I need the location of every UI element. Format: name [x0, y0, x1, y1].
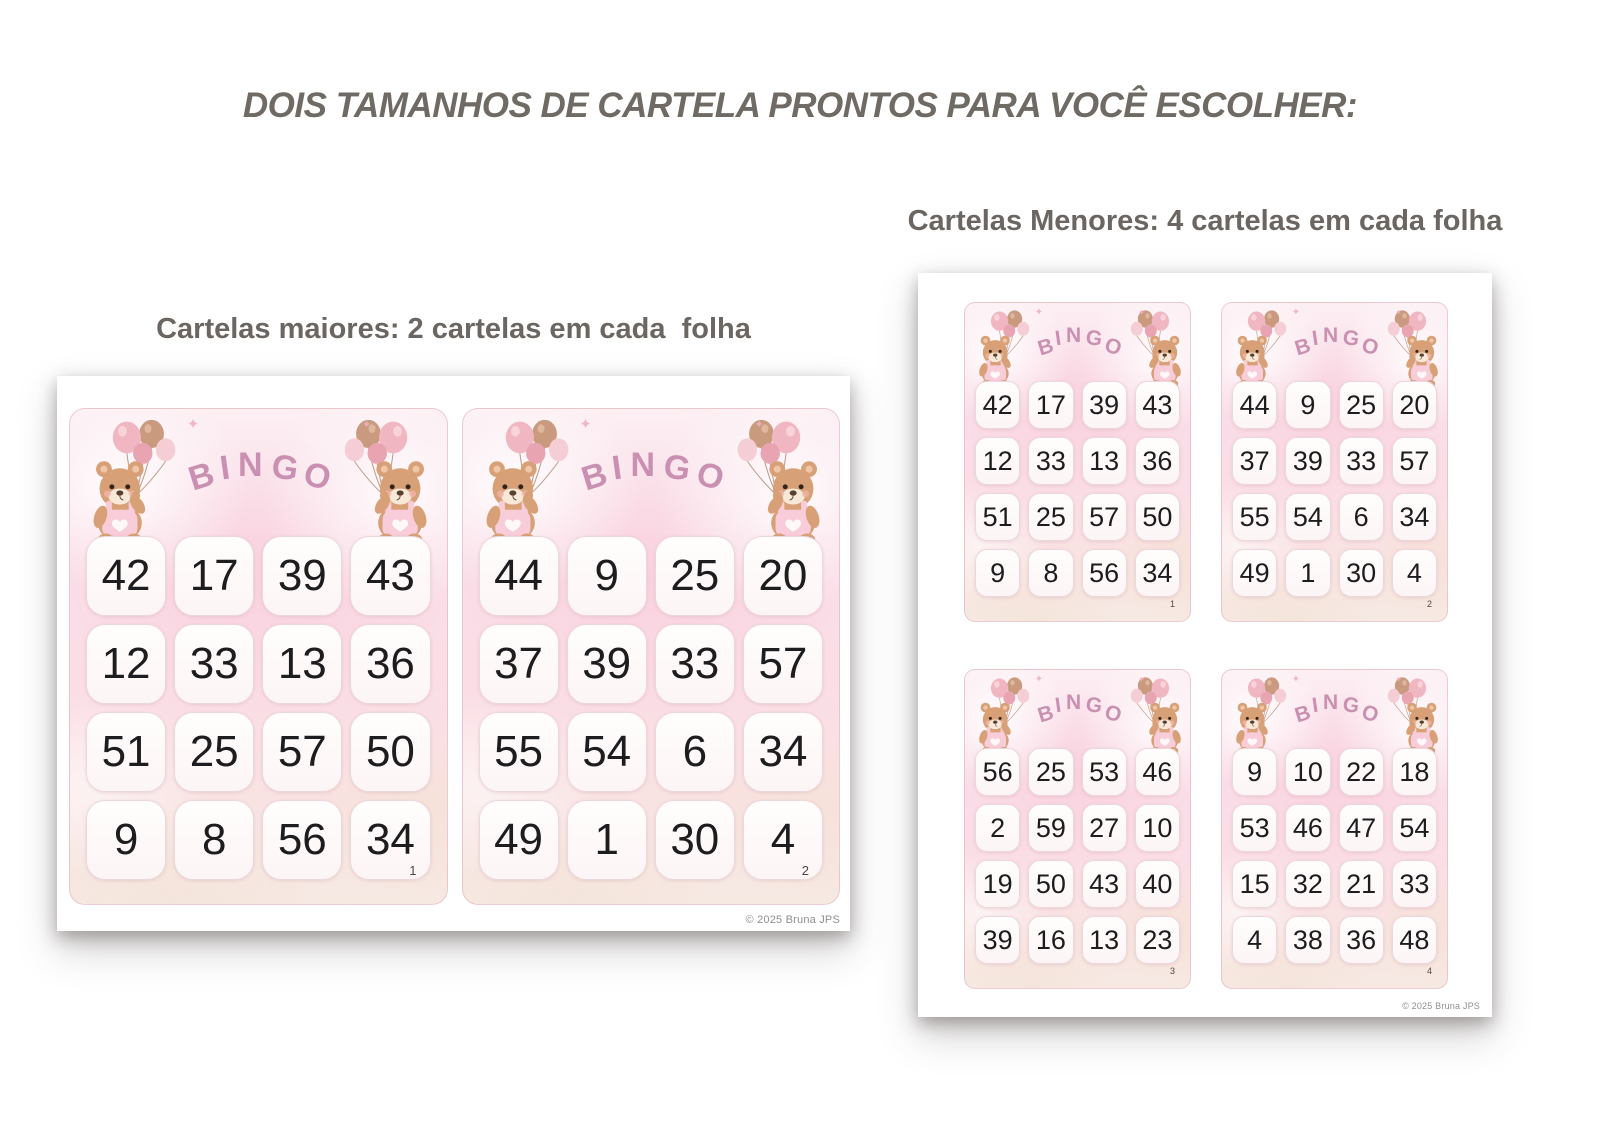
bingo-cell: 33 [1028, 437, 1073, 485]
bingo-cell: 40 [1135, 860, 1180, 908]
bingo-cell: 36 [350, 624, 430, 704]
card-sequence-number: 2 [801, 863, 809, 878]
bingo-cell: 42 [86, 536, 166, 616]
bingo-cell: 54 [1392, 804, 1437, 852]
teddy-bear-balloons-icon [1127, 305, 1191, 387]
bingo-card-header [70, 409, 447, 536]
bingo-cell: 53 [1232, 804, 1277, 852]
bingo-letter: I [609, 448, 626, 488]
bingo-cell: 39 [1082, 381, 1127, 429]
bingo-card-large-2 [462, 408, 841, 905]
bingo-cell: 39 [567, 624, 647, 704]
bingo-cell: 47 [1339, 804, 1384, 852]
bingo-letter: I [1053, 693, 1064, 718]
bingo-cell: 50 [1028, 860, 1073, 908]
bingo-cell: 30 [1339, 549, 1384, 597]
bingo-letter: ✦ B [184, 454, 220, 499]
bingo-cell: 1 [1285, 549, 1330, 597]
bingo-cell: 30 [655, 800, 735, 880]
bingo-letter: N [630, 446, 657, 484]
bingo-letter: N [1066, 324, 1083, 347]
bingo-cell: 12 [86, 624, 166, 704]
bingo-cell: 37 [1232, 437, 1277, 485]
bingo-cell: 57 [1392, 437, 1437, 485]
bingo-cell: 43 [1135, 381, 1180, 429]
bingo-cell: 4 [743, 800, 823, 880]
bingo-cell: 9 [567, 536, 647, 616]
number-grid [975, 381, 1180, 597]
bingo-cell: 20 [743, 536, 823, 616]
teddy-bear-balloons-icon [965, 305, 1033, 387]
bingo-cell: 20 [1392, 381, 1437, 429]
large-cards-heading: Cartelas maiores: 2 cartelas em cada folha [156, 313, 751, 345]
bingo-cell: 55 [479, 712, 559, 792]
bingo-cell: 25 [1028, 493, 1073, 541]
bingo-cell: 57 [262, 712, 342, 792]
teddy-bear-balloons-icon [731, 411, 840, 545]
bingo-cell: 37 [479, 624, 559, 704]
bingo-cell: 22 [1339, 748, 1384, 796]
bingo-cell: 9 [975, 549, 1020, 597]
bingo-cell: 36 [1135, 437, 1180, 485]
bingo-cell: 33 [1392, 860, 1437, 908]
bingo-cell: 51 [86, 712, 166, 792]
bingo-letter: G [1341, 325, 1362, 352]
bingo-cell: 19 [975, 860, 1020, 908]
bingo-letter: G [1084, 692, 1105, 719]
bingo-cell: 10 [1135, 804, 1180, 852]
bingo-letter: ✦ B [576, 454, 613, 499]
bingo-letter: ✦ B [1292, 700, 1315, 728]
bingo-cell: 10 [1285, 748, 1330, 796]
bingo-cell: 32 [1285, 860, 1330, 908]
bingo-cell: 4 [1392, 549, 1437, 597]
bingo-letter: N [1066, 691, 1083, 714]
bingo-cell: 43 [350, 536, 430, 616]
bingo-letter: ✦ B [1035, 700, 1058, 728]
bingo-cell: 44 [1232, 381, 1277, 429]
bingo-card-header [1222, 670, 1447, 748]
copyright-text: © 2025 Bruna JPS [745, 914, 840, 926]
bingo-cell: 44 [479, 536, 559, 616]
page-title: DOIS TAMANHOS DE CARTELA PRONTOS PARA VOCÊ ESCOLHER: [242, 86, 1358, 125]
card-sequence-number: 1 [1169, 599, 1175, 609]
bingo-letter: G [661, 447, 694, 489]
bingo-cell: 34 [1135, 549, 1180, 597]
bingo-cell: 16 [1028, 916, 1073, 964]
number-grid [479, 536, 824, 880]
bingo-cell: 39 [975, 916, 1020, 964]
bingo-letter: I [1310, 326, 1321, 351]
bingo-cell: 51 [975, 493, 1020, 541]
bingo-letter: O [691, 454, 729, 499]
card-sequence-number: 3 [1169, 966, 1175, 976]
bingo-cell: 34 [743, 712, 823, 792]
bingo-cell: 17 [1028, 381, 1073, 429]
copyright-text: © 2025 Bruna JPS [1402, 1001, 1480, 1011]
bingo-cell: 57 [1082, 493, 1127, 541]
bingo-cell: 36 [1339, 916, 1384, 964]
bingo-letter: I [1053, 326, 1064, 351]
bingo-cell: 33 [655, 624, 735, 704]
bingo-letter: I [217, 448, 233, 488]
bingo-cell: 6 [655, 712, 735, 792]
bingo-cell: 25 [1339, 381, 1384, 429]
bingo-cell: 55 [1232, 493, 1277, 541]
bingo-cell: 50 [1135, 493, 1180, 541]
bingo-cell: 42 [975, 381, 1020, 429]
bingo-cell: 56 [1082, 549, 1127, 597]
teddy-bear-balloons-icon [1222, 305, 1290, 387]
bingo-cell: 49 [1232, 549, 1277, 597]
bingo-cell: 2 [975, 804, 1020, 852]
bingo-letter: N [238, 446, 264, 484]
bingo-title-arc [182, 409, 338, 499]
bingo-card-small-2 [1221, 302, 1448, 622]
teddy-bear-balloons-icon [70, 411, 182, 545]
teddy-bear-balloons-icon [1222, 672, 1290, 754]
bingo-title-arc [575, 409, 731, 499]
bingo-card-header [965, 303, 1190, 381]
bingo-cell: 34 [1392, 493, 1437, 541]
bingo-cell: 6 [1339, 493, 1384, 541]
bingo-card-small-1 [964, 302, 1191, 622]
bingo-cell: 13 [1082, 916, 1127, 964]
teddy-bear-balloons-icon [463, 411, 575, 545]
teddy-bear-balloons-icon [965, 672, 1033, 754]
teddy-bear-balloons-icon [1384, 305, 1448, 387]
bingo-title-arc [1033, 303, 1127, 361]
bingo-letter: N [1323, 691, 1340, 714]
bingo-cell: 43 [1082, 860, 1127, 908]
bingo-cell: 53 [1082, 748, 1127, 796]
bingo-letter: I [1310, 693, 1321, 718]
bingo-card-large-1 [69, 408, 448, 905]
bingo-cell: 39 [1285, 437, 1330, 485]
bingo-cell: 21 [1339, 860, 1384, 908]
bingo-cell: 25 [655, 536, 735, 616]
bingo-cell: 17 [174, 536, 254, 616]
bingo-cell: 33 [174, 624, 254, 704]
bingo-cell: 13 [262, 624, 342, 704]
bingo-letter: ✦ B [1292, 333, 1315, 361]
bingo-cell: 9 [1232, 748, 1277, 796]
bingo-cell: 48 [1392, 916, 1437, 964]
bingo-cell: 38 [1285, 916, 1330, 964]
teddy-bear-balloons-icon [1127, 672, 1191, 754]
bingo-letter: O [1358, 333, 1382, 361]
bingo-card-header [965, 670, 1190, 748]
bingo-letter: O [1101, 700, 1125, 728]
small-cards-heading: Cartelas Menores: 4 cartelas em cada folha [907, 205, 1503, 237]
bingo-cell: 9 [86, 800, 166, 880]
teddy-bear-balloons-icon [338, 411, 447, 545]
bingo-cell: 13 [1082, 437, 1127, 485]
bingo-letter: O [1101, 333, 1125, 361]
bingo-cell: 54 [567, 712, 647, 792]
bingo-cell: 4 [1232, 916, 1277, 964]
number-grid [975, 748, 1180, 964]
sheet-4-cards-per-page [918, 273, 1492, 1017]
large-cards-container [69, 408, 840, 905]
bingo-cell: 46 [1135, 748, 1180, 796]
bingo-cell: 27 [1082, 804, 1127, 852]
number-grid [1232, 381, 1437, 597]
bingo-letter: G [1084, 325, 1105, 352]
card-sequence-number: 4 [1426, 966, 1432, 976]
bingo-cell: 8 [1028, 549, 1073, 597]
bingo-cell: 56 [975, 748, 1020, 796]
bingo-cell: 8 [174, 800, 254, 880]
number-grid [1232, 748, 1437, 964]
bingo-title-arc [1290, 303, 1384, 361]
card-sequence-number: 2 [1426, 599, 1432, 609]
bingo-cell: 50 [350, 712, 430, 792]
number-grid [86, 536, 431, 880]
bingo-cell: 34 [350, 800, 430, 880]
bingo-cell: 18 [1392, 748, 1437, 796]
bingo-cell: 39 [262, 536, 342, 616]
bingo-cell: 15 [1232, 860, 1277, 908]
bingo-cell: 56 [262, 800, 342, 880]
card-sequence-number: 1 [409, 863, 417, 878]
bingo-card-header [1222, 303, 1447, 381]
bingo-cell: 25 [1028, 748, 1073, 796]
bingo-cell: 46 [1285, 804, 1330, 852]
bingo-card-header [463, 409, 840, 536]
bingo-cell: 33 [1339, 437, 1384, 485]
bingo-title-arc [1033, 670, 1127, 728]
bingo-cell: 12 [975, 437, 1020, 485]
bingo-cell: 23 [1135, 916, 1180, 964]
bingo-letter: ✦ B [1035, 333, 1058, 361]
bingo-letter: O [299, 454, 337, 499]
bingo-title-arc [1290, 670, 1384, 728]
bingo-cell: 9 [1285, 381, 1330, 429]
sheet-2-cards-per-page [57, 376, 850, 931]
bingo-cell: 1 [567, 800, 647, 880]
bingo-card-small-3 [964, 669, 1191, 989]
bingo-cell: 54 [1285, 493, 1330, 541]
bingo-card-small-4 [1221, 669, 1448, 989]
bingo-letter: O [1358, 700, 1382, 728]
bingo-cell: 57 [743, 624, 823, 704]
teddy-bear-balloons-icon [1384, 672, 1448, 754]
bingo-letter: N [1323, 324, 1340, 347]
small-cards-container [964, 302, 1448, 989]
bingo-letter: G [268, 447, 302, 489]
bingo-cell: 59 [1028, 804, 1073, 852]
bingo-cell: 25 [174, 712, 254, 792]
bingo-letter: G [1341, 692, 1362, 719]
bingo-cell: 49 [479, 800, 559, 880]
